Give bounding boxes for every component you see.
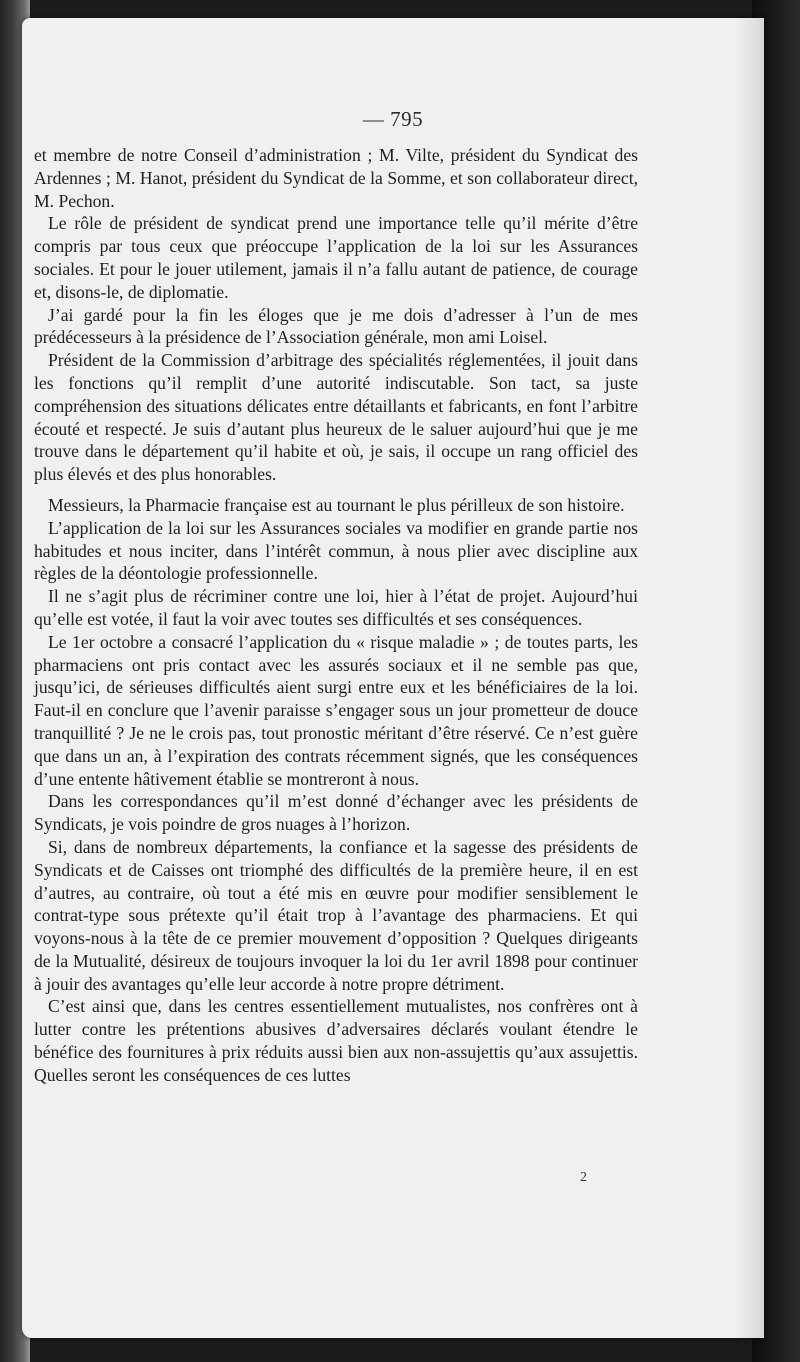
- paragraph: C’est ainsi que, dans les centres essentiellement mutualistes, nos confrères ont à lutter contre les prétentions abusives d’adversaires déclarés voulant étendre le bénéfice des fournitures à prix réduits aussi bien aux non-assujettis qu’aux assujettis. Quelles seront les conséquences de ces luttes: [34, 996, 638, 1085]
- paragraph: L’application de la loi sur les Assurances sociales va modifier en grande partie nos habitudes et nous inciter, dans l’intérêt commun, à nous plier avec discipline aux règles de la déontologie professionnelle.: [34, 517, 638, 584]
- paragraph: Si, dans de nombreux départements, la confiance et la sagesse des présidents de Syndicats et de Caisses ont triomphé des difficultés de la première heure, il en est d’autres, au contraire, où tout a été mis en œuvre pour modifier sensiblement le contrat-type sous prétexte qu’il était trop à l’avantage des pharmaciens. Et qui voyons-nous à la tête de ce premier mouvement d’opposition ? Quelques dirigeants de la Mutualité, désireux de toujours invoquer la loi du 1er avril 1898 pour continuer à jouir des avantages qu’elle leur accorde à notre propre détriment.: [34, 836, 638, 994]
- body-text: [34, 144, 638, 1087]
- paragraph: Dans les correspondances qu’il m’est donné d’échanger avec les présidents de Syndicats, je vois poindre de gros nuages à l’horizon.: [34, 791, 638, 835]
- paragraph: J’ai gardé pour la fin les éloges que je me dois d’adresser à l’un de mes prédécesseurs à la présidence de l’Association générale, mon ami Loisel.: [34, 304, 638, 348]
- paragraph: Messieurs, la Pharmacie française est au tournant le plus périlleux de son histoire.: [48, 494, 625, 515]
- paragraph: Le rôle de président de syndicat prend une importance telle qu’il mérite d’être compris par tous ceux que préoccupe l’application de la loi sur les Assurances sociales. Et pour le jouer utilement, jamais il n’a fallu autant de patience, de courage et, disons-le, de diplomatie.: [34, 213, 638, 302]
- page-fold-shadow: [736, 18, 764, 1338]
- paragraph: et membre de notre Conseil d’administration ; M. Vilte, président du Syndicat des Ardennes ; M. Hanot, président du Syndicat de la Somme, et son collaborateur direct, M. Pechon.: [34, 145, 638, 211]
- signature-mark: 2: [580, 1170, 587, 1185]
- paragraph: Il ne s’agit plus de récriminer contre une loi, hier à l’état de projet. Aujourd’hui qu’elle est votée, il faut la voir avec toutes ses difficultés et ses conséquences.: [34, 586, 638, 629]
- page-number: — 795: [362, 107, 424, 131]
- paragraph: Le 1er octobre a consacré l’application du « risque maladie » ; de toutes parts, les pharmaciens ont pris contact avec les assurés sociaux et il ne semble pas que, jusqu’ici, de sérieuses difficultés aient surgi entre eux et les bénéficiaires de la loi. Faut-il en conclure que l’avenir paraisse s’engager sous un jour prometteur de douce tranquillité ? Je ne le crois pas, tout pronostic méritant d’être réservé. Ce n’est guère que dans un an, à l’expiration des contrats récemment signés, que les conséquences d’une entente hâtivement établie se montreront à nous.: [34, 631, 638, 789]
- book-page: [22, 18, 764, 1338]
- paragraph: Président de la Commission d’arbitrage des spécialités réglementées, il jouit dans les fonctions qu’il remplit d’une autorité indiscutable. Son tact, sa juste compréhension des situations délicates entre détaillants et fabricants, en font l’arbitre écouté et respecté. Je suis d’autant plus heureux de le saluer aujourd’hui que je me trouve dans le département qu’il habite et où, je sais, il occupe un rang officiel des plus élevés et des plus honorables.: [34, 350, 638, 485]
